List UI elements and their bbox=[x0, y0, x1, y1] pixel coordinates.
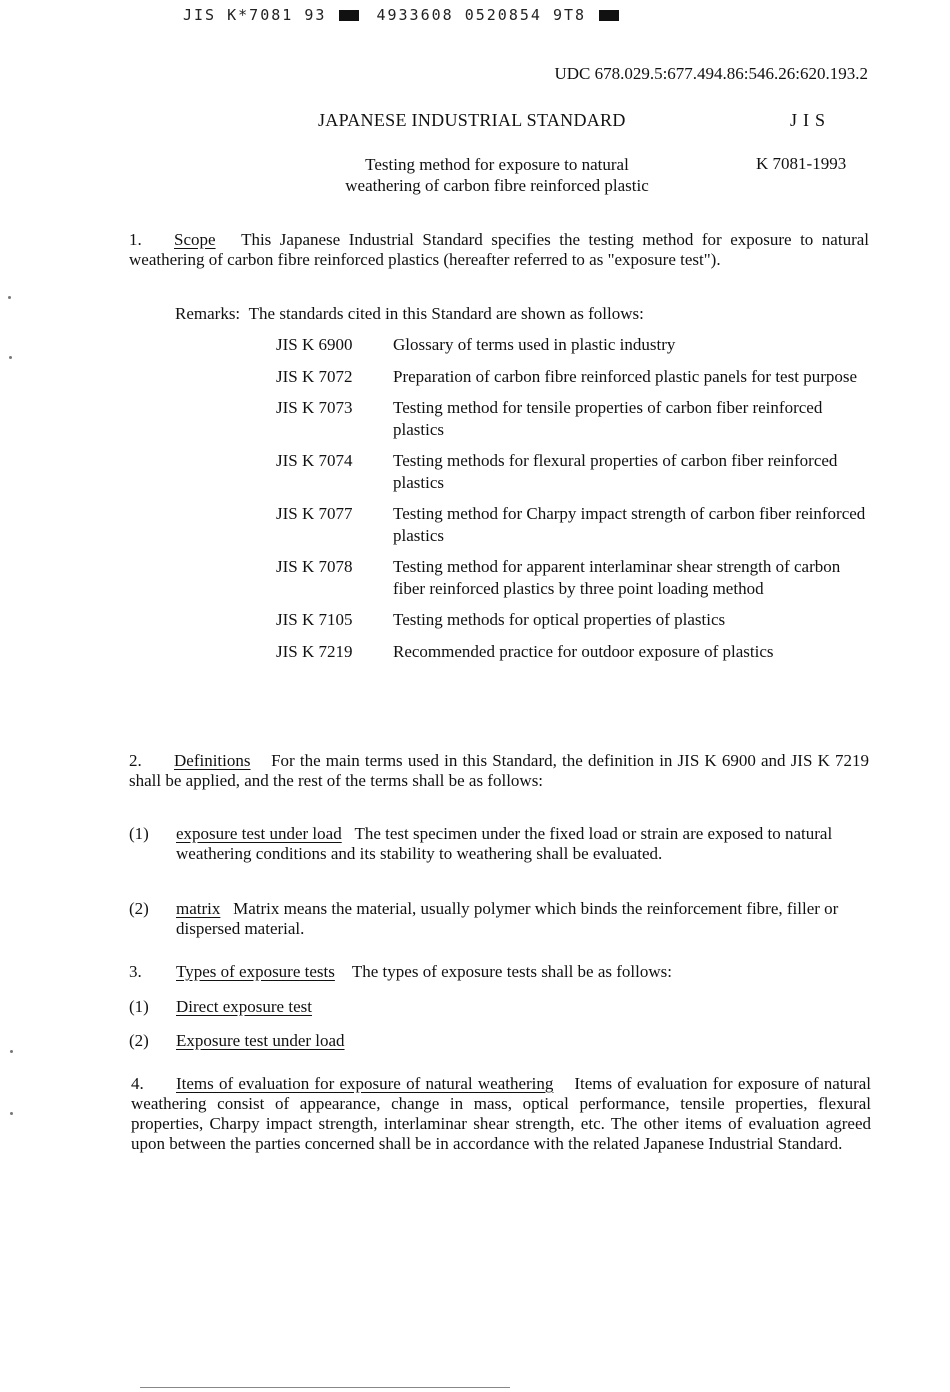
standard-code: JIS K 7077 bbox=[276, 504, 353, 523]
bottom-rule bbox=[140, 1387, 510, 1388]
section-number: 4. bbox=[131, 1074, 144, 1093]
list-item bbox=[276, 397, 876, 440]
standard-code: JIS K 7105 bbox=[276, 610, 353, 629]
section-definitions bbox=[129, 751, 869, 791]
standard-title: Testing method for tensile properties of carbon fiber reinforced plastics bbox=[393, 398, 823, 439]
definition-item bbox=[129, 899, 869, 939]
standard-name: JAPANESE INDUSTRIAL STANDARD bbox=[318, 110, 626, 130]
definition-text: Matrix means the material, usually polymer which binds the reinforcement fibre, filler or dispersed material. bbox=[176, 899, 839, 938]
standard-title: Testing methods for flexural properties of carbon fiber reinforced plastics bbox=[393, 451, 838, 492]
section-text: For the main terms used in this Standard, the definition in JIS K 6900 and JIS K 7219 shall be applied, and the rest of the terms shall be as follows: bbox=[129, 751, 869, 790]
section-heading: Types of exposure tests bbox=[176, 962, 335, 981]
list-item bbox=[276, 450, 876, 493]
item-body bbox=[176, 824, 869, 864]
item-number: (1) bbox=[129, 997, 149, 1016]
definition-term: matrix bbox=[176, 899, 221, 918]
section-text: This Japanese Industrial Standard specifies the testing method for exposure to natural weathering of carbon fibre reinforced plastics (hereafter referred to as "exposure test"). bbox=[129, 230, 869, 269]
definition-term: exposure test under load bbox=[176, 824, 342, 843]
scan-block-mark-end bbox=[599, 10, 619, 21]
scan-speck bbox=[8, 296, 11, 299]
list-item bbox=[276, 609, 876, 631]
scan-speck bbox=[10, 1112, 13, 1115]
standard-title: Recommended practice for outdoor exposure of plastics bbox=[393, 641, 774, 661]
standard-title: Glossary of terms used in plastic industry bbox=[393, 335, 676, 354]
document-title bbox=[262, 154, 732, 196]
jis-mark: JIS bbox=[790, 110, 832, 130]
exposure-type-item bbox=[129, 1031, 869, 1051]
list-item bbox=[276, 503, 876, 546]
section-types bbox=[129, 962, 869, 982]
section-evaluation bbox=[131, 1074, 871, 1154]
title-line-2: weathering of carbon fibre reinforced plastic bbox=[345, 176, 649, 195]
section-text: The types of exposure tests shall be as follows: bbox=[351, 962, 672, 981]
section-heading: Items of evaluation for exposure of natural weathering bbox=[176, 1074, 554, 1093]
list-item bbox=[276, 556, 876, 599]
section-heading: Scope bbox=[174, 230, 216, 249]
definition-item bbox=[129, 824, 869, 864]
scan-speck bbox=[9, 356, 12, 359]
scan-code-left: JIS K*7081 93 bbox=[183, 6, 327, 24]
standard-code: JIS K 7074 bbox=[276, 451, 353, 470]
exposure-type-term: Exposure test under load bbox=[176, 1031, 345, 1050]
item-body bbox=[176, 962, 869, 982]
standard-number: K 7081-1993 bbox=[756, 154, 847, 173]
remarks bbox=[175, 304, 644, 324]
standard-code: JIS K 6900 bbox=[276, 335, 353, 354]
section-text: Items of evaluation for exposure of natural weathering consist of appearance, change in mass, optical performance, tensile properties, flexural properties, Charpy impact strength, interlaminar shear strength, etc. The other items of evaluation agreed upon between the parties concerned shall be in accordance with the related Japanese Industrial Standard. bbox=[131, 1074, 872, 1153]
standard-code: JIS K 7072 bbox=[276, 366, 353, 386]
section-number: 1. bbox=[129, 230, 142, 249]
list-item bbox=[276, 334, 876, 356]
standard-code: JIS K 7219 bbox=[276, 641, 353, 661]
item-number: (1) bbox=[129, 824, 149, 843]
section-heading: Definitions bbox=[174, 751, 251, 770]
standard-code: JIS K 7073 bbox=[276, 398, 353, 417]
standard-title: Testing methods for optical properties of plastics bbox=[393, 610, 726, 629]
section-number: 3. bbox=[129, 962, 142, 981]
list-item bbox=[276, 366, 876, 388]
definition-text: The test specimen under the fixed load or strain are exposed to natural weathering conditions and its stability to weathering shall be evaluated. bbox=[176, 824, 833, 863]
section-number: 2. bbox=[129, 751, 142, 770]
item-body bbox=[176, 899, 869, 939]
cited-standards-list bbox=[276, 334, 876, 672]
exposure-type-item bbox=[129, 997, 869, 1017]
standard-title: Testing method for apparent interlaminar shear strength of carbon fiber reinforced plastics by three point loading method bbox=[393, 557, 841, 598]
item-number: (2) bbox=[129, 1031, 149, 1050]
scan-header-code bbox=[183, 6, 625, 24]
scan-speck bbox=[10, 1050, 13, 1053]
list-item bbox=[276, 641, 876, 663]
remarks-label: Remarks: bbox=[175, 304, 241, 323]
standard-code: JIS K 7078 bbox=[276, 557, 353, 576]
remarks-intro: The standards cited in this Standard are shown as follows: bbox=[248, 304, 644, 323]
udc-number: UDC 678.029.5:677.494.86:546.26:620.193.2 bbox=[554, 64, 868, 83]
section-scope bbox=[129, 230, 869, 270]
title-line-1: Testing method for exposure to natural bbox=[365, 155, 629, 174]
standard-title: Preparation of carbon fibre reinforced plastic panels for test purpose bbox=[393, 366, 858, 386]
item-number: (2) bbox=[129, 899, 149, 918]
scan-block-mark bbox=[339, 10, 359, 21]
scan-code-right: 4933608 0520854 9T8 bbox=[376, 6, 587, 24]
standard-title: Testing method for Charpy impact strength of carbon fiber reinforced plastics bbox=[393, 504, 866, 545]
exposure-type-term: Direct exposure test bbox=[176, 997, 312, 1016]
